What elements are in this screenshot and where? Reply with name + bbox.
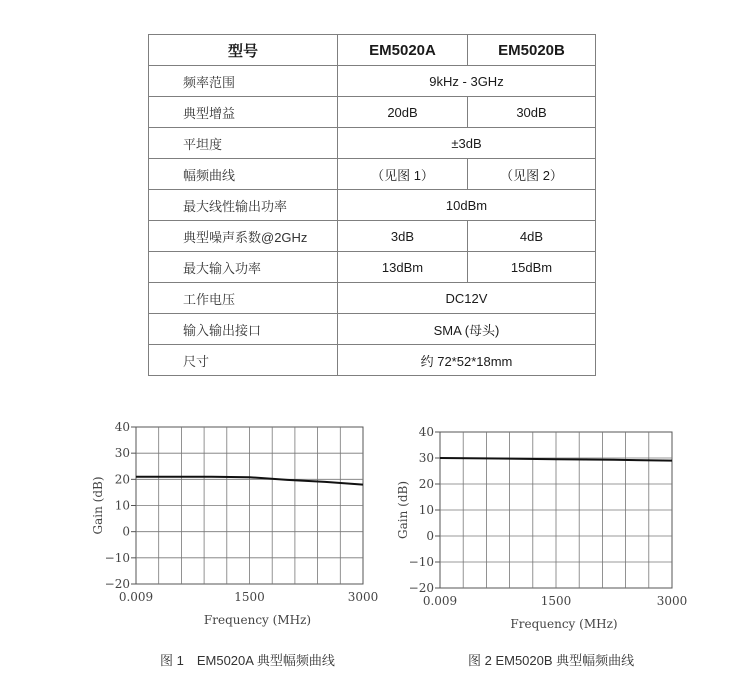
table-row (149, 128, 596, 159)
row-value: 10dBm (338, 190, 596, 221)
x-tick-label: 3000 (656, 594, 688, 608)
row-value-b: 15dBm (468, 252, 596, 283)
x-tick-label: 1500 (234, 590, 265, 604)
table-row (149, 252, 596, 283)
row-label: 典型增益 (149, 97, 338, 128)
row-value: 约 72*52*18mm (338, 345, 596, 376)
row-value-a: 13dBm (338, 252, 468, 283)
header-model: 型号 (149, 35, 338, 66)
table-row (149, 221, 596, 252)
x-tick-label: 0.009 (422, 594, 458, 608)
row-label: 频率范围 (149, 66, 338, 97)
row-value: ±3dB (338, 128, 596, 159)
caption-fig1: 图 1 EM5020A 典型幅频曲线 (160, 653, 335, 668)
row-value-b: 4dB (468, 221, 596, 252)
table-row (149, 97, 596, 128)
chart-em5020a (85, 415, 385, 635)
y-tick-label: −10 (408, 555, 434, 569)
y-tick-label: 40 (418, 425, 434, 439)
y-tick-label: −10 (104, 550, 130, 565)
row-value-b: （见图 2） (468, 159, 596, 190)
y-tick-label: 30 (418, 451, 434, 465)
chart-em5020b (390, 418, 700, 638)
row-label: 尺寸 (149, 345, 338, 376)
caption-fig2: 图 2 EM5020B 典型幅频曲线 (468, 653, 635, 668)
header-em5020b: EM5020B (468, 35, 596, 66)
x-tick-label: 3000 (347, 590, 379, 604)
y-axis-label: Gain (dB) (396, 481, 410, 539)
row-value-a: （见图 1） (338, 159, 468, 190)
row-label: 幅频曲线 (149, 159, 338, 190)
y-tick-label: −20 (104, 577, 130, 591)
row-label: 典型噪声系数@2GHz (149, 221, 338, 252)
table-row (149, 314, 596, 345)
x-axis-label: Frequency (MHz) (203, 613, 312, 627)
spec-table (148, 34, 596, 376)
y-tick-label: 10 (418, 503, 434, 517)
y-tick-label: 10 (114, 498, 130, 513)
y-tick-label: 30 (114, 446, 130, 461)
row-label: 最大输入功率 (149, 252, 338, 283)
x-axis-label: Frequency (MHz) (510, 617, 618, 631)
chart-em5020b-svg (390, 418, 700, 638)
x-tick-label: 1500 (540, 594, 572, 608)
table-row (149, 283, 596, 314)
y-tick-label: 20 (114, 472, 130, 487)
row-label: 平坦度 (149, 128, 338, 159)
header-em5020a: EM5020A (338, 35, 468, 66)
table-row (149, 66, 596, 97)
row-value-a: 20dB (338, 97, 468, 128)
x-tick-label: 0.009 (118, 590, 154, 604)
row-value: 9kHz - 3GHz (338, 66, 596, 97)
row-label: 工作电压 (149, 283, 338, 314)
y-tick-label: −20 (408, 581, 434, 595)
row-value-b: 30dB (468, 97, 596, 128)
table-row (149, 190, 596, 221)
spec-header-row (149, 35, 596, 66)
row-value: SMA (母头) (338, 314, 596, 345)
chart-em5020a-svg (85, 415, 385, 635)
y-tick-label: 40 (114, 420, 130, 434)
table-row (149, 159, 596, 190)
row-value-a: 3dB (338, 221, 468, 252)
y-tick-label: 0 (122, 524, 130, 539)
row-label: 输入输出接口 (149, 314, 338, 345)
y-tick-label: 20 (418, 477, 434, 491)
y-tick-label: 0 (426, 529, 434, 543)
row-label: 最大线性输出功率 (149, 190, 338, 221)
row-value: DC12V (338, 283, 596, 314)
y-axis-label: Gain (dB) (91, 476, 105, 535)
table-row (149, 345, 596, 376)
